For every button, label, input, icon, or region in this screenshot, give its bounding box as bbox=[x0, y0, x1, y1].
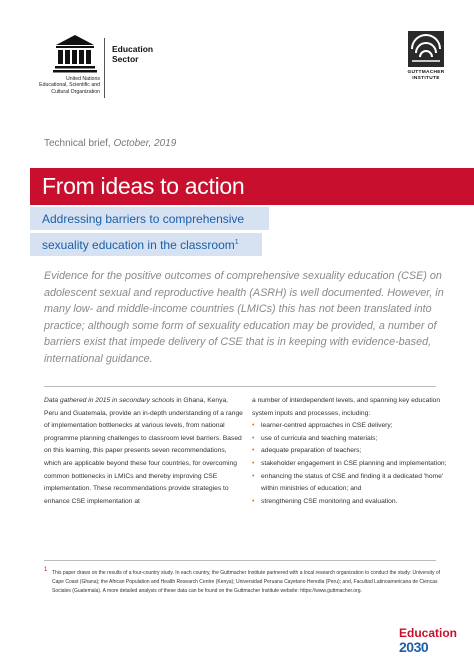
technical-brief-label bbox=[44, 138, 176, 149]
subtitle-line-2 bbox=[42, 235, 239, 255]
brief-label: Technical brief, bbox=[44, 138, 114, 149]
header-divider bbox=[104, 38, 105, 98]
list-item: • learner-centred approaches in CSE delivery; bbox=[252, 420, 452, 433]
education-2030-logo bbox=[399, 627, 463, 657]
list-item: • enhancing the status of CSE and finding it a dedicated 'home' within ministries of education; and bbox=[252, 472, 444, 493]
section-divider-bottom bbox=[44, 560, 436, 561]
subtitle-line-2-text: sexuality education in the classroom bbox=[42, 238, 235, 252]
list-item: • stakeholder engagement in CSE planning and implementation; bbox=[252, 458, 452, 471]
list-item: • adequate preparation of teachers; bbox=[252, 445, 452, 458]
section-divider-top bbox=[44, 386, 436, 387]
education-2030-word: Education bbox=[399, 626, 458, 640]
body-right-intro: a number of interdependent levels, and spanning key education system inputs and processes, including: bbox=[252, 397, 441, 417]
guttmacher-institute-name: GUTTMACHER INSTITUTE bbox=[407, 70, 445, 81]
unesco-organization-name: United Nations Educational, Scientific and Cultural Organization bbox=[39, 76, 100, 95]
subtitle-line-1: Addressing barriers to comprehensive bbox=[42, 212, 245, 226]
bullet-icon: • bbox=[252, 459, 255, 467]
brief-date: October, 2019 bbox=[113, 138, 177, 149]
bullet-icon: • bbox=[252, 497, 255, 505]
footnote-text: This paper draws on the results of a four-country study. In each country, the Guttmacher Institute partnered with a local research organization to conduct the study: University of Cape Coast (Ghana); the African Population and Health Research Centre (Kenya); Universidad Peruana Cayetano Heredia (Peru); and, Facultad Latinoamericana de Ciencas Sociales (Guatemala). A more detailed analysis of these data can be found on the Guttmacher Institute website: https://www.guttmacher.org. bbox=[52, 570, 441, 594]
page-title: From ideas to action bbox=[42, 173, 245, 199]
body-left-column bbox=[44, 395, 244, 508]
list-item: • use of curricula and teaching materials; bbox=[252, 433, 452, 446]
bullet-icon: • bbox=[252, 434, 255, 442]
bullet-icon: • bbox=[252, 422, 255, 430]
bullet-icon: • bbox=[252, 447, 255, 455]
body-left-text: in Ghana, Kenya, Peru and Guatemala, provide an in-depth understanding of a range of implementation bottlenecks at various levels, from national programme planning challenges to classroom level barriers. Based on this learning, this paper presents seven recommendations, which are applicable beyond these four countries, for overcoming common bottlenecks in LMICs and thereby improving CSE implementation. These recommendations provide strategies to enhance CSE implementation at bbox=[44, 397, 243, 505]
unesco-logo-icon bbox=[52, 32, 98, 76]
education-sector-label: Education Sector bbox=[112, 44, 154, 64]
bullet-icon: • bbox=[252, 472, 255, 480]
body-lead: Data gathered in 2015 in secondary schools bbox=[44, 397, 175, 404]
footnote-number: 1 bbox=[44, 567, 48, 573]
recommendation-list bbox=[252, 420, 452, 508]
list-item: • strengthening CSE monitoring and evaluation. bbox=[252, 496, 452, 509]
body-right-column bbox=[252, 395, 452, 508]
education-2030-year: 2030 bbox=[399, 639, 429, 655]
guttmacher-logo-icon bbox=[408, 31, 444, 67]
footnote-reference: 1 bbox=[234, 239, 239, 246]
intro-paragraph: Evidence for the positive outcomes of comprehensive sexuality education (CSE) on adolescent sexual and reproductive health (ASRH) is well documented. However, in many low- and middle-income countries (LMICs) this has not been translated into practice; although some form of sexuality education may be provided, a number of barriers exist that impede delivery of CSE that is in keeping with evidence-based, international guidance. bbox=[44, 270, 444, 365]
